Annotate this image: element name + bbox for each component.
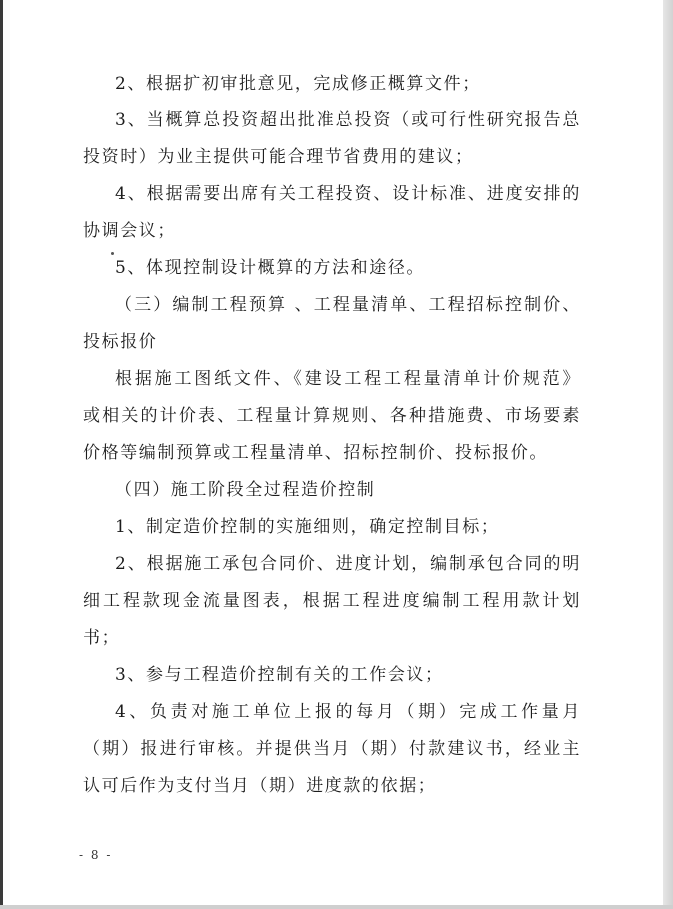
text-line: （期）报进行审核。并提供当月（期）付款建议书，经业主 [83, 739, 581, 759]
text-line: 投资时）为业主提供可能合理节省费用的建议； [83, 147, 474, 167]
text-line: 1、制定造价控制的实施细则，确定控制目标； [115, 517, 500, 537]
text-line: 价格等编制预算或工程量清单、招标控制价、投标报价。 [83, 443, 548, 463]
scan-left-edge [0, 0, 3, 909]
section-heading-4: （四）施工阶段全过程造价控制 [115, 480, 376, 500]
text-line: 协调会议； [83, 221, 176, 241]
page-number: - 8 - [79, 848, 113, 862]
text-line: 认可后作为支付当月（期）进度款的依据； [83, 776, 437, 796]
section-heading-3: （三）编制工程预算 、工程量清单、工程招标控制价、 [115, 295, 581, 315]
text-line: 或相关的计价表、工程量计算规则、各种措施费、市场要素 [83, 406, 581, 426]
text-line: 5、体现控制设计概算的方法和途径。 [115, 258, 426, 278]
text-line: 根据施工图纸文件、《建设工程工程量清单计价规范》 [115, 369, 581, 389]
scan-speck [111, 252, 114, 255]
section-heading-3-cont: 投标报价 [83, 332, 158, 352]
text-line: 4、负责对施工单位上报的每月（期）完成工作量月 [115, 702, 581, 722]
scan-bottom-edge [0, 905, 673, 909]
text-line: 2、根据施工承包合同价、进度计划，编制承包合同的明 [115, 554, 581, 574]
text-line: 书； [83, 628, 121, 648]
text-line: 3、当概算总投资超出批准总投资（或可行性研究报告总 [115, 110, 581, 130]
text-line: 4、根据需要出席有关工程投资、设计标准、进度安排的 [115, 184, 581, 204]
text-line: 2、根据扩初审批意见，完成修正概算文件； [115, 74, 481, 94]
text-line: 细工程款现金流量图表，根据工程进度编制工程用款计划 [83, 591, 581, 611]
text-line: 3、参与工程造价控制有关的工作会议； [115, 665, 444, 685]
scan-right-edge [663, 0, 673, 909]
